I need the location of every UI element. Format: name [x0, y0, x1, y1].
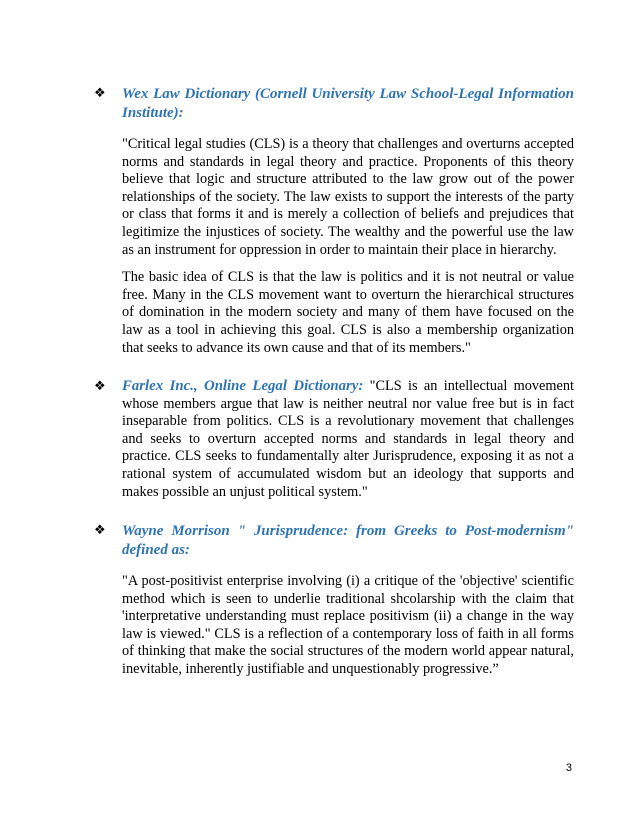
- page-number: 3: [565, 762, 572, 774]
- entry-paragraph: The basic idea of CLS is that the law is politics and it is not neutral or value free. Many in the CLS movement want to overturn the hierarchical structures of domination in the modern society and many of them have focused on the law as a tool in achieving this goal. CLS is also a membership organization that seeks to advance its own cause and that of its members.": [122, 269, 574, 356]
- entry-heading-morrison: Wayne Morrison " Jurisprudence: from Greeks to Post-modernism" defined as:: [122, 523, 574, 558]
- entry-inline-text: "CLS is an intellectual movement whose members argue that law is neither neutral nor value free but is in fact inseparable from politics. CLS is a revolutionary movement that challenges and seeks to overturn accepted norms and standards in legal theory and practice. CLS seeks to fundamentally alter Jurisprudence, exposing it as not a rational system of accumulated wisdom but an ideology that supports and makes possible an unjust political system.": [122, 378, 574, 500]
- entry-heading-farlex: Farlex Inc., Online Legal Dictionary:: [122, 378, 364, 394]
- diamond-bullet-icon: ❖: [94, 523, 106, 538]
- diamond-bullet-icon: ❖: [94, 86, 106, 101]
- entry-paragraph: "Critical legal studies (CLS) is a theory that challenges and overturns accepted norms and standards in legal theory and practice. Proponents of this theory believe that logic and structure attributed to the law grow out of the power relationships of the society. The law exists to support the interests of the party or class that forms it and is merely a collection of beliefs and prejudices that legitimize the injustices of society. The wealthy and the powerful use the law as an instrument for oppression in order to maintain their place in hierarchy.: [122, 136, 574, 258]
- entry-paragraph: "A post-positivist enterprise involving (i) a critique of the 'objective' scientific method which is seen to underlie traditional shcolarship with the claim that 'interpretative understanding must replace positivism (ii) a change in the way law is viewed." CLS is a reflection of a contemporary loss of faith in all forms of thinking that make the social structures of the modern world appear natural, inevitable, inherently justifiable and unquestionably progressive.”: [122, 573, 574, 677]
- diamond-bullet-icon: ❖: [94, 379, 106, 394]
- definition-entry-farlex: [94, 378, 574, 511]
- entry-paragraph: [122, 378, 574, 501]
- entry-heading-wex: Wex Law Dictionary (Cornell University Law School-Legal Information Institute):: [122, 86, 574, 121]
- definition-entry-morrison: [94, 522, 574, 689]
- definition-entry-wex: [94, 85, 574, 367]
